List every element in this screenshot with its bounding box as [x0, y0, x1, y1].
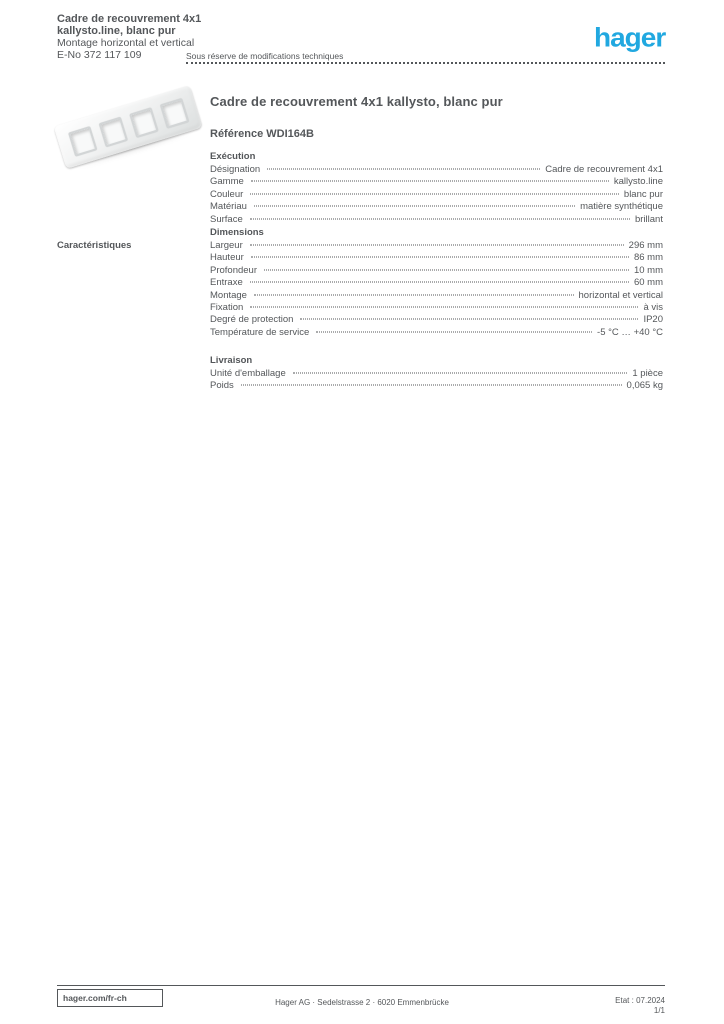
footer-website-link[interactable]: hager.com/fr-ch	[57, 989, 163, 1007]
spec-value: IP20	[643, 314, 663, 326]
spec-value: 10 mm	[633, 264, 663, 276]
spec-row	[210, 277, 663, 289]
footer-rule	[57, 985, 665, 986]
spec-label: Désignation	[210, 164, 261, 175]
spec-value: 1 pièce	[632, 368, 663, 379]
spec-value: à vis	[643, 301, 663, 313]
frame-opening	[98, 116, 127, 147]
spec-label: Hauteur	[210, 252, 244, 264]
spec-row	[210, 164, 663, 176]
spec-row	[210, 302, 663, 314]
section-title: Livraison	[210, 355, 253, 366]
spec-label: Couleur	[210, 188, 244, 200]
header-title-line2: kallysto.line, blanc pur	[57, 25, 176, 37]
spec-label: Matériau	[210, 201, 247, 213]
dotted-leader	[250, 193, 619, 194]
header-rule	[186, 62, 665, 64]
spec-value: matière synthétique	[580, 201, 663, 213]
dotted-leader	[250, 245, 624, 246]
spec-value: 296 mm	[628, 240, 663, 251]
dotted-leader	[267, 169, 540, 170]
dotted-leader	[254, 294, 574, 295]
spec-label: Degré de protection	[210, 314, 294, 326]
frame-opening	[159, 98, 188, 129]
product-reference: Référence WDI164B	[210, 128, 314, 140]
spec-label: Fixation	[210, 301, 244, 313]
dotted-leader	[251, 181, 609, 182]
dotted-leader	[254, 206, 575, 207]
spec-row	[210, 327, 663, 339]
spec-row	[210, 214, 663, 226]
frame-opening	[129, 107, 158, 138]
spec-row	[210, 368, 663, 380]
spec-label: Température de service	[210, 326, 310, 338]
dotted-leader	[250, 282, 629, 283]
spec-section	[210, 355, 663, 393]
spec-label: Unité d'emballage	[210, 368, 286, 379]
spec-value: horizontal et vertical	[578, 289, 663, 301]
dotted-leader	[250, 218, 630, 219]
spec-row	[210, 380, 663, 392]
spec-value: -5 °C … +40 °C	[597, 326, 663, 338]
spec-row	[210, 189, 663, 201]
side-section-label: Caractéristiques	[57, 240, 132, 251]
dotted-leader	[316, 331, 592, 332]
footer-page-number: 1/1	[653, 1005, 665, 1015]
section-title: Dimensions	[210, 227, 264, 238]
dotted-leader	[264, 269, 629, 270]
spec-value: blanc pur	[623, 188, 663, 200]
product-image	[52, 84, 208, 172]
dotted-leader	[300, 319, 638, 320]
spec-label: Profondeur	[210, 264, 258, 276]
cover-frame-4gang	[54, 85, 203, 169]
spec-label: Gamme	[210, 176, 244, 188]
header-title-line1: Cadre de recouvrement 4x1	[57, 13, 202, 25]
dotted-leader	[293, 373, 628, 374]
footer-page-info	[540, 996, 665, 1015]
dotted-leader	[241, 385, 622, 386]
spec-row	[210, 201, 663, 213]
header-eno: E-No 372 117 109	[57, 49, 142, 61]
header-subtitle: Montage horizontal et vertical	[57, 37, 195, 49]
spec-row	[210, 290, 663, 302]
spec-row	[210, 252, 663, 264]
frame-opening	[67, 126, 96, 157]
spec-row	[210, 314, 663, 326]
section-title: Exécution	[210, 151, 256, 162]
spec-value: Cadre de recouvrement 4x1	[545, 164, 663, 175]
spec-row	[210, 240, 663, 252]
product-title: Cadre de recouvrement 4x1 kallysto, blanc pur	[210, 94, 503, 109]
spec-label: Largeur	[210, 240, 243, 251]
dotted-leader	[250, 306, 638, 307]
spec-value: 86 mm	[633, 252, 663, 264]
spec-section	[210, 227, 663, 339]
footer-state: Etat : 07.2024	[615, 996, 665, 1005]
spec-label: Entraxe	[210, 277, 243, 289]
spec-label: Poids	[210, 380, 234, 392]
dotted-leader	[251, 257, 629, 258]
spec-section	[210, 151, 663, 226]
spec-label: Montage	[210, 289, 247, 301]
spec-row	[210, 176, 663, 188]
spec-value: brillant	[635, 213, 663, 225]
header-note: Sous réserve de modifications techniques	[186, 51, 344, 61]
spec-label: Surface	[210, 213, 243, 225]
spec-value: 60 mm	[633, 277, 663, 289]
hager-logo: hager	[594, 22, 666, 53]
footer-company-line: Hager AG · Sedelstrasse 2 · 6020 Emmenbrücke	[275, 998, 449, 1007]
spec-value: kallysto.line	[613, 176, 663, 188]
spec-row	[210, 265, 663, 277]
spec-value: 0,065 kg	[626, 380, 663, 392]
